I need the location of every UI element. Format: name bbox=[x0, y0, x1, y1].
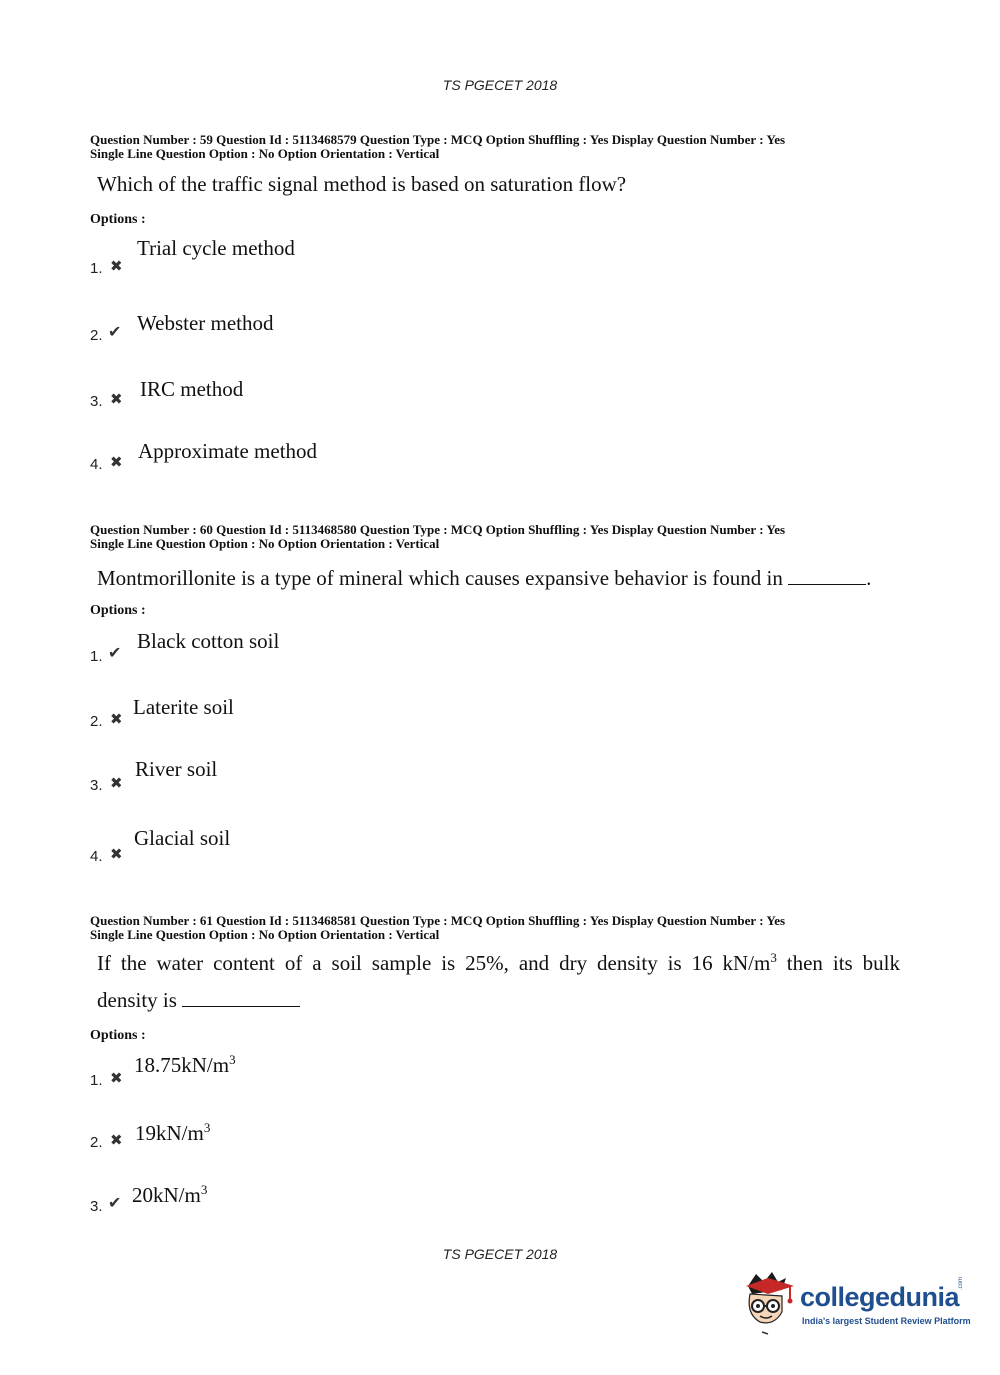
check-icon: ✔ bbox=[108, 1195, 122, 1212]
answer-blank bbox=[788, 583, 866, 585]
logo-tagline: India's largest Student Review Platform bbox=[802, 1316, 971, 1326]
superscript: 3 bbox=[229, 1052, 236, 1067]
question-meta: Question Number : 59 Question Id : 5113468579 Question Type : MCQ Option Shuffling : Yes Display Question Number : Yes bbox=[90, 132, 786, 147]
option-text-value: 20kN/m bbox=[132, 1183, 201, 1207]
cross-icon: ✖ bbox=[110, 712, 123, 728]
option-number: 3. bbox=[90, 1198, 103, 1215]
logo-domain-suffix: .com bbox=[958, 1276, 964, 1290]
question-text-line2: density is bbox=[97, 988, 177, 1012]
superscript: 3 bbox=[200, 1182, 208, 1197]
collegedunia-logo bbox=[738, 1268, 978, 1338]
cross-icon: ✖ bbox=[110, 847, 123, 863]
options-label: Options : bbox=[90, 1028, 146, 1043]
answer-blank bbox=[182, 1005, 300, 1007]
option-number: 4. bbox=[90, 848, 103, 865]
mascot-icon bbox=[738, 1268, 800, 1338]
option-number: 2. bbox=[90, 713, 103, 730]
question-text-line1-end: then its bulk bbox=[776, 951, 900, 975]
option-text: Black cotton soil bbox=[137, 629, 280, 653]
question-text-main: Montmorillonite is a type of mineral which causes expansive behavior is found in bbox=[97, 566, 783, 590]
option-text: Glacial soil bbox=[134, 826, 231, 850]
superscript: 3 bbox=[203, 1120, 211, 1135]
options-label: Options : bbox=[90, 212, 146, 227]
question-meta-secondary: Single Line Question Option : No Option Orientation : Vertical bbox=[90, 146, 440, 161]
cross-icon: ✖ bbox=[110, 392, 123, 408]
option-text-value: 19kN/m bbox=[135, 1121, 204, 1145]
option-number: 2. bbox=[90, 327, 103, 344]
page-header: TS PGECET 2018 bbox=[442, 77, 558, 93]
question-meta-secondary: Single Line Question Option : No Option Orientation : Vertical bbox=[90, 536, 440, 551]
cross-icon: ✖ bbox=[110, 259, 123, 275]
option-number: 3. bbox=[90, 777, 103, 794]
option-text: Webster method bbox=[137, 311, 274, 335]
logo-wordmark: collegedunia bbox=[800, 1282, 960, 1312]
page-footer: TS PGECET 2018 bbox=[442, 1246, 558, 1262]
check-icon: ✔ bbox=[108, 324, 122, 341]
option-text: Approximate method bbox=[138, 439, 318, 463]
check-icon: ✔ bbox=[108, 645, 122, 662]
cross-icon: ✖ bbox=[110, 455, 123, 471]
options-label: Options : bbox=[90, 603, 146, 618]
option-number: 1. bbox=[90, 648, 103, 665]
question-text-line1: If the water content of a soil sample is 25%, and dry density is 16 kN/m bbox=[97, 951, 771, 975]
option-number: 1. bbox=[90, 260, 103, 277]
question-meta: Question Number : 61 Question Id : 5113468581 Question Type : MCQ Option Shuffling : Yes Display Question Number : Yes bbox=[90, 913, 786, 928]
cross-icon: ✖ bbox=[110, 1133, 123, 1149]
option-number: 1. bbox=[90, 1072, 103, 1089]
option-text bbox=[132, 1182, 207, 1208]
cross-icon: ✖ bbox=[110, 776, 123, 792]
option-number: 3. bbox=[90, 393, 103, 410]
question-text-end: . bbox=[866, 566, 872, 590]
option-text: Laterite soil bbox=[133, 695, 234, 719]
question-text: Which of the traffic signal method is based on saturation flow? bbox=[97, 172, 627, 196]
option-number: 2. bbox=[90, 1134, 103, 1151]
option-text: IRC method bbox=[140, 377, 244, 401]
option-text: Trial cycle method bbox=[137, 236, 295, 260]
superscript: 3 bbox=[770, 950, 777, 965]
option-number: 4. bbox=[90, 456, 103, 473]
question-text bbox=[97, 566, 871, 591]
option-text bbox=[135, 1120, 210, 1146]
cross-icon: ✖ bbox=[110, 1071, 123, 1087]
question-meta: Question Number : 60 Question Id : 5113468580 Question Type : MCQ Option Shuffling : Yes Display Question Number : Yes bbox=[90, 522, 786, 537]
option-text bbox=[134, 1052, 236, 1078]
question-meta-secondary: Single Line Question Option : No Option Orientation : Vertical bbox=[90, 927, 440, 942]
question-text bbox=[97, 950, 900, 976]
question-text-continued bbox=[97, 988, 300, 1013]
option-text-value: 18.75kN/m bbox=[134, 1053, 230, 1077]
option-text: River soil bbox=[135, 757, 218, 781]
